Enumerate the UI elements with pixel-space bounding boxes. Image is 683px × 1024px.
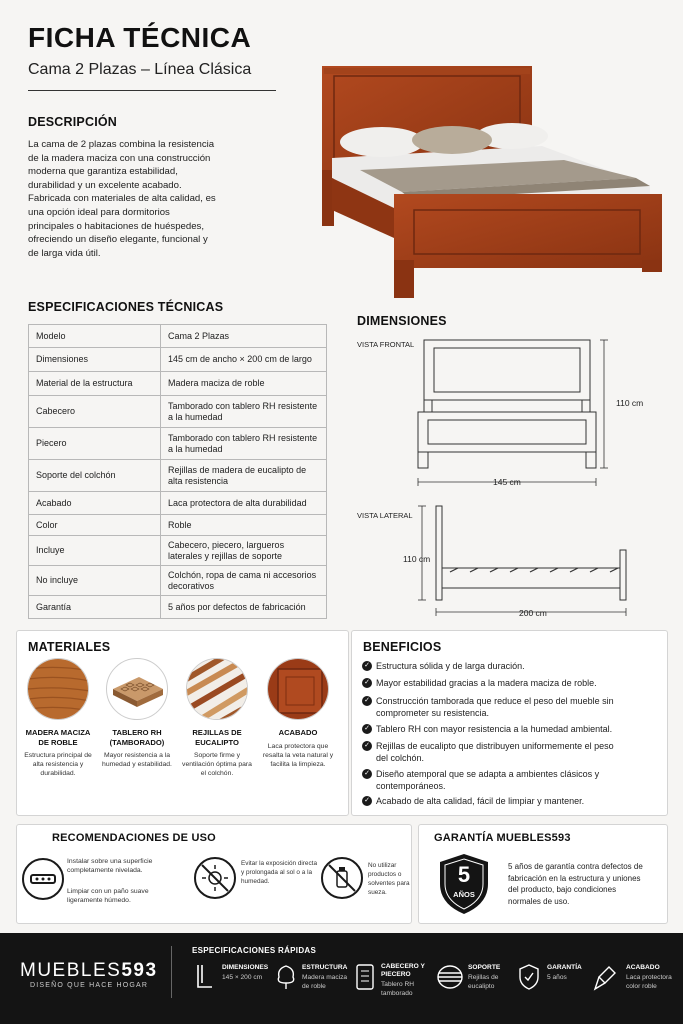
brand-tagline: DISEÑO QUE HACE HOGAR (30, 982, 149, 989)
benefit-item: ✓ Tablero RH con mayor resistencia a la humedad ambiental. (362, 723, 662, 735)
benefit-item: ✓ Mayor estabilidad gracias a la madera maciza de roble. (362, 677, 662, 689)
spec-label: Material de la estructura (29, 372, 161, 396)
description-heading: DESCRIPCIÓN (28, 115, 118, 129)
quick-spec-value: Tablero RH tamborado (381, 981, 414, 997)
material-name: REJILLAS DE EUCALIPTO (192, 728, 242, 747)
check-icon: ✓ (362, 796, 372, 806)
side-height-value: 110 cm (403, 554, 431, 564)
brand-logo: MUEBLES593 (20, 960, 158, 981)
warranty-badge-number: 5 (457, 862, 471, 887)
table-row (29, 566, 327, 596)
quick-spec-value: Madera maciza de roble (302, 974, 348, 990)
table-row (29, 396, 327, 428)
table-row (29, 536, 327, 566)
honeycomb-board-icon (107, 659, 168, 720)
benefit-item: ✓ Estructura sólida y de larga duración. (362, 660, 662, 672)
page-subtitle: Cama 2 Plazas – Línea Clásica (28, 61, 252, 78)
benefits-heading: BENEFICIOS (363, 640, 442, 654)
spec-label: Piecero (29, 428, 161, 460)
table-row (29, 372, 327, 396)
quick-spec-value: Rejillas de eucalipto (468, 974, 499, 990)
specs-table (28, 324, 327, 619)
spec-value: Colchón, ropa de cama ni accesorios decorativos (161, 566, 327, 596)
no-solvent-icon (321, 857, 363, 899)
lacquer-finish-icon (268, 659, 329, 720)
bed-photo (312, 60, 672, 305)
spec-label: Color (29, 515, 161, 536)
panel-icon (354, 963, 376, 991)
spec-value: Cabecero, piecero, largueros laterales y rejillas de soporte (161, 536, 327, 566)
material-rh-board (101, 658, 173, 769)
page-title: FICHA TÉCNICA (28, 22, 252, 53)
recommendation-text: Evitar la exposición directa y prolongada al sol o a la humedad. (241, 860, 318, 885)
material-desc: Estructura principal de alta resistencia y durabilidad. (24, 752, 92, 777)
material-name: TABLERO RH (TAMBORADO) (109, 728, 165, 747)
spec-label: Modelo (29, 325, 161, 348)
benefit-item: ✓ Construcción tamborada que reduce el peso del mueble sin comprometer su resistencia. (362, 695, 632, 719)
material-name: ACABADO (278, 728, 318, 737)
eucalyptus-swatch (186, 658, 248, 720)
materials-heading: MATERIALES (28, 640, 111, 654)
material-desc: Mayor resistencia a la humedad y estabilidad. (102, 752, 172, 768)
quick-spec-value: 5 años (547, 974, 567, 981)
quick-spec-value: Laca protectora color roble (626, 974, 672, 990)
table-row (29, 515, 327, 536)
spec-value: Rejillas de madera de eucalipto de alta resistencia (161, 460, 327, 492)
recommendation-text: Limpiar con un paño suave ligeramente húmedo. (67, 888, 149, 904)
warranty-text: 5 años de garantía contra defectos de fabricación en la estructura y uniones del producto, bajo condiciones normales de uso. (508, 862, 643, 906)
benefit-item: ✓ Diseño atemporal que se adapta a ambientes clásicos y contemporáneos. (362, 768, 632, 792)
benefit-item: ✓ Acabado de alta calidad, fácil de limpiar y mantener. (362, 795, 662, 807)
table-row (29, 460, 327, 492)
level-icon (22, 858, 64, 900)
quick-spec-label: GARANTÍA (547, 964, 582, 971)
front-view-label: VISTA FRONTAL (357, 340, 415, 349)
no-sun-icon (194, 857, 236, 899)
spec-label: No incluye (29, 566, 161, 596)
brush-icon (593, 963, 619, 993)
spec-value: Madera maciza de roble (161, 372, 327, 396)
material-desc: Soporte firme y ventilación óptima para el colchón. (182, 752, 252, 777)
warranty-badge-unit: AÑOS (453, 890, 475, 899)
check-icon: ✓ (362, 741, 372, 751)
table-row (29, 428, 327, 460)
quick-spec-value: 145 × 200 cm (222, 974, 263, 981)
material-finish (262, 658, 334, 769)
description-text: La cama de 2 plazas combina la resistencia de la madera maciza con una construcción moderna que garantiza estabilidad, durabilidad y un excelente acabado. Fabricada con materiales de alta calidad, es una opción ideal para dormitorios principales o habitaciones de huéspedes, ofreciendo un diseño elegante, funcional y de larga vida útil. (28, 139, 216, 259)
dimensions-heading: DIMENSIONES (357, 314, 447, 328)
recommendation-text: No utilizar productos o solventes para sueza. (368, 862, 410, 896)
specs-heading: ESPECIFICACIONES TÉCNICAS (28, 300, 224, 314)
spec-label: Acabado (29, 492, 161, 515)
finish-swatch (267, 658, 329, 720)
spec-value: Laca protectora de alta durabilidad (161, 492, 327, 515)
shield-check-icon (517, 963, 541, 991)
quick-spec-label: ESTRUCTURA (302, 964, 348, 971)
tree-icon (274, 963, 298, 991)
front-view-diagram (410, 336, 610, 492)
recommendation-text: Instalar sobre una superficie completamente nivelada. (67, 858, 153, 874)
side-view-label: VISTA LATERAL (357, 511, 413, 520)
oak-grain-icon (28, 659, 89, 720)
quick-spec-label: ACABADO (626, 964, 660, 971)
check-icon: ✓ (362, 661, 372, 671)
benefit-item: ✓ Rejillas de eucalipto que distribuyen uniformemente el peso del colchón. (362, 740, 620, 764)
slats-icon (436, 964, 464, 990)
spec-value: Roble (161, 515, 327, 536)
material-eucalyptus (181, 658, 253, 778)
side-length-value: 200 cm (519, 608, 547, 618)
check-icon: ✓ (362, 769, 372, 779)
quick-spec-label: SOPORTE (468, 964, 501, 971)
table-row (29, 596, 327, 619)
quick-specs-heading: ESPECIFICACIONES RÁPIDAS (192, 946, 317, 955)
title-divider (28, 90, 276, 91)
spec-value: Cama 2 Plazas (161, 325, 327, 348)
material-desc: Laca protectora que resalta la veta natural y facilita la limpieza. (262, 742, 334, 768)
spec-value: Tamborado con tablero RH resistente a la humedad (161, 396, 327, 428)
spec-label: Dimensiones (29, 348, 161, 372)
front-width-value: 145 cm (493, 477, 521, 487)
check-icon: ✓ (362, 678, 372, 688)
table-row (29, 492, 327, 515)
slats-icon (187, 659, 248, 720)
oak-wood-swatch (27, 658, 89, 720)
table-row (29, 348, 327, 372)
spec-label: Garantía (29, 596, 161, 619)
front-height-value: 110 cm (616, 398, 644, 408)
warranty-heading: GARANTÍA MUEBLES593 (434, 832, 571, 844)
quick-spec-label: DIMENSIONES (222, 964, 269, 971)
rh-board-swatch (106, 658, 168, 720)
ruler-icon (194, 963, 216, 989)
table-row (29, 325, 327, 348)
footer-divider (171, 946, 172, 998)
spec-value: 145 cm de ancho × 200 cm de largo (161, 348, 327, 372)
material-name: MADERA MACIZA DE ROBLE (25, 728, 91, 747)
spec-value: 5 años por defectos de fabricación (161, 596, 327, 619)
spec-label: Soporte del colchón (29, 460, 161, 492)
check-icon: ✓ (362, 696, 372, 706)
spec-label: Cabecero (29, 396, 161, 428)
quick-spec-label: CABECERO Y PIECERO (381, 963, 425, 978)
spec-value: Tamborado con tablero RH resistente a la humedad (161, 428, 327, 460)
side-view-diagram (414, 502, 634, 620)
spec-label: Incluye (29, 536, 161, 566)
material-oak (22, 658, 94, 778)
check-icon: ✓ (362, 724, 372, 734)
recommendations-heading: RECOMENDACIONES DE USO (52, 832, 216, 844)
